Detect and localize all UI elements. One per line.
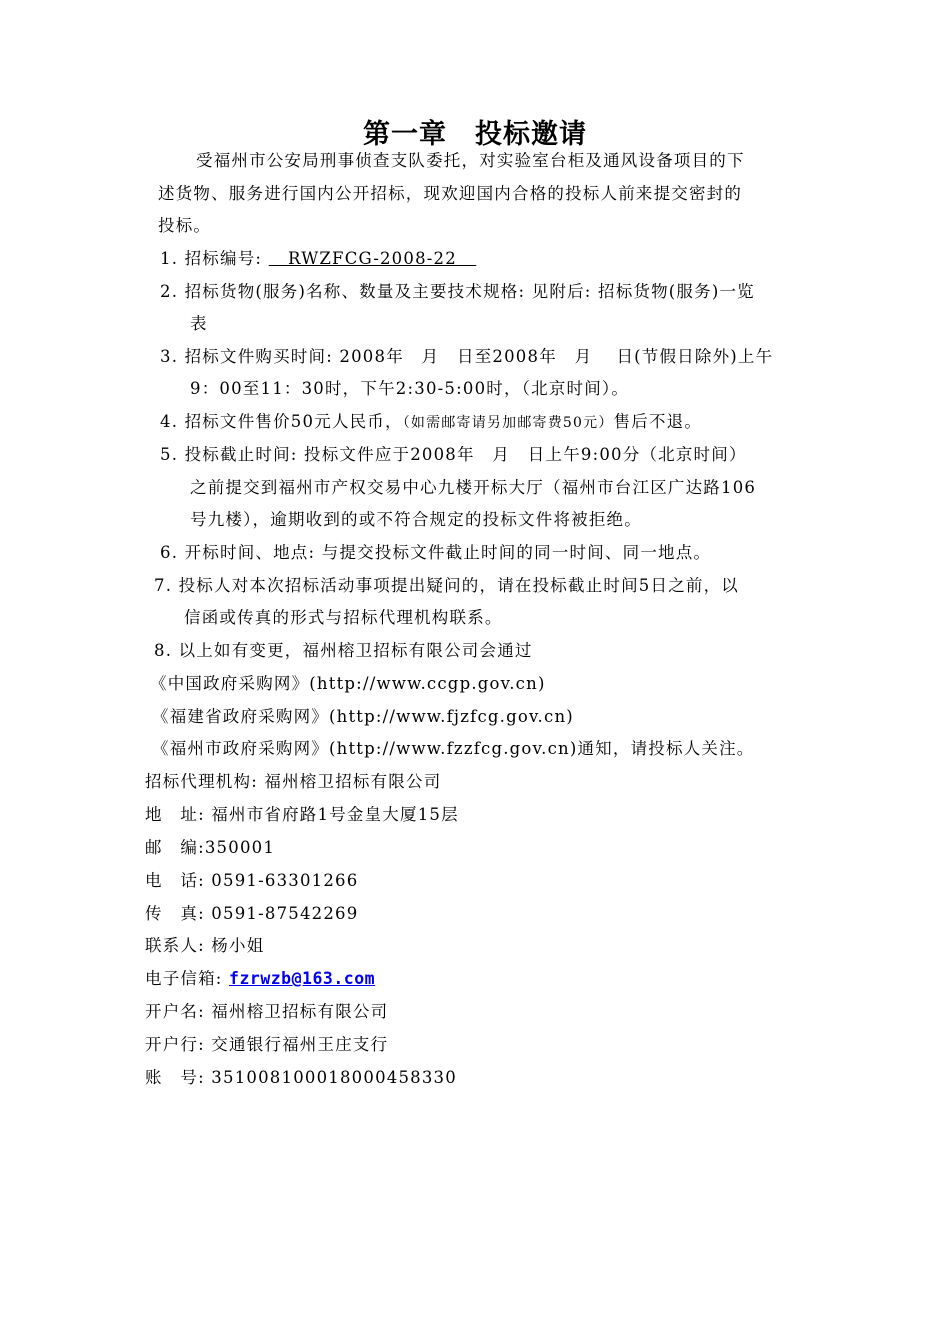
list-item-2-cont: 表 xyxy=(190,314,208,333)
item-number: 1. xyxy=(160,249,179,268)
bank-line: 开户行: 交通银行福州王庄支行 xyxy=(145,1035,389,1054)
bid-number-value: RWZFCG-2008-22 xyxy=(268,249,477,268)
item-note: （如需邮寄请另加邮寄费50元） xyxy=(402,415,614,431)
item-text-end: 售后不退。 xyxy=(613,412,703,431)
page-title: 第一章 投标邀请 xyxy=(363,119,587,150)
postcode-line: 邮 编:350001 xyxy=(145,838,276,857)
item-number: 6. xyxy=(160,543,179,562)
email-link[interactable]: fzrwzb@163.com xyxy=(229,969,376,988)
item-text: 开标时间、地点: 与提交投标文件截止时间的同一时间、同一地点。 xyxy=(184,543,712,562)
item-text: 投标人对本次招标活动事项提出疑问的，请在投标截止时间5日之前，以 xyxy=(178,576,740,595)
item-number: 3. xyxy=(160,347,179,366)
item-number: 2. xyxy=(160,282,179,301)
list-item-5-cont-1: 之前提交到福州市产权交易中心九楼开标大厅（福州市台江区广达路106 xyxy=(190,478,757,497)
list-item-4 xyxy=(160,411,702,434)
list-item-8 xyxy=(154,640,533,662)
list-item-7-cont: 信函或传真的形式与招标代理机构联系。 xyxy=(184,608,503,627)
site-ccgp: 《中国政府采购网》(http://www.ccgp.gov.cn) xyxy=(150,674,546,693)
item-number: 8. xyxy=(154,641,173,660)
item-text: 以上如有变更，福州榕卫招标有限公司会通过 xyxy=(178,641,533,660)
account-number-line: 账 号: 35100810001800045833​0 xyxy=(145,1068,457,1087)
contact-person-line: 联系人: 杨小姐 xyxy=(145,936,265,955)
address-line: 地 址: 福州市省府路1号金皇大厦15层 xyxy=(145,805,459,824)
phone-line: 电 话: 0591-63301266 xyxy=(145,871,359,890)
site-fzzfcg: 《福州市政府采购网》(http://www.fzzfcg.gov.cn)通知，请投标人关注。 xyxy=(152,739,755,758)
item-text: 招标文件售价50元人民币， xyxy=(184,412,403,431)
list-item-7 xyxy=(154,575,739,597)
intro-line-1: 受福州市公安局刑事侦查支队委托，对实验室台柜及通风设备项目的下 xyxy=(196,151,745,170)
email-line xyxy=(145,968,375,990)
item-number: 4. xyxy=(160,412,179,431)
intro-line-2: 述货物、服务进行国内公开招标，现欢迎国内合格的投标人前来提交密封的 xyxy=(158,184,743,203)
item-number: 5. xyxy=(160,445,179,464)
fax-line: 传 真: 0591-87542269 xyxy=(145,904,359,923)
list-item-6 xyxy=(160,542,711,564)
email-label: 电子信箱: xyxy=(145,969,230,988)
site-fjzfcg: 《福建省政府采购网》(http://www.fjzfcg.gov.cn) xyxy=(152,707,574,726)
list-item-1 xyxy=(160,248,476,270)
list-item-5 xyxy=(160,444,747,466)
list-item-3-cont: 9：00至11：30时，下午2:30-5:00时，（北京时间）。 xyxy=(190,379,630,398)
list-item-3 xyxy=(160,346,773,368)
list-item-5-cont-2: 号九楼），逾期收到的或不符合规定的投标文件将被拒绝。 xyxy=(190,510,642,529)
intro-line-3: 投标。 xyxy=(158,216,212,235)
list-item-2 xyxy=(160,281,755,303)
account-name-line: 开户名: 福州榕卫招标有限公司 xyxy=(145,1002,389,1021)
agency-line: 招标代理机构: 福州榕卫招标有限公司 xyxy=(145,772,442,791)
item-label: 招标编号: xyxy=(184,249,263,268)
item-number: 7. xyxy=(154,576,173,595)
item-text: 招标货物(服务)名称、数量及主要技术规格: 见附后: 招标货物(服务)一览 xyxy=(184,282,755,301)
item-text: 招标文件购买时间: 2008年 月 日至2008年 月 日(节假日除外)上午 xyxy=(184,347,774,366)
item-text: 投标截止时间: 投标文件应于2008年 月 日上午9:00分（北京时间） xyxy=(184,445,747,464)
